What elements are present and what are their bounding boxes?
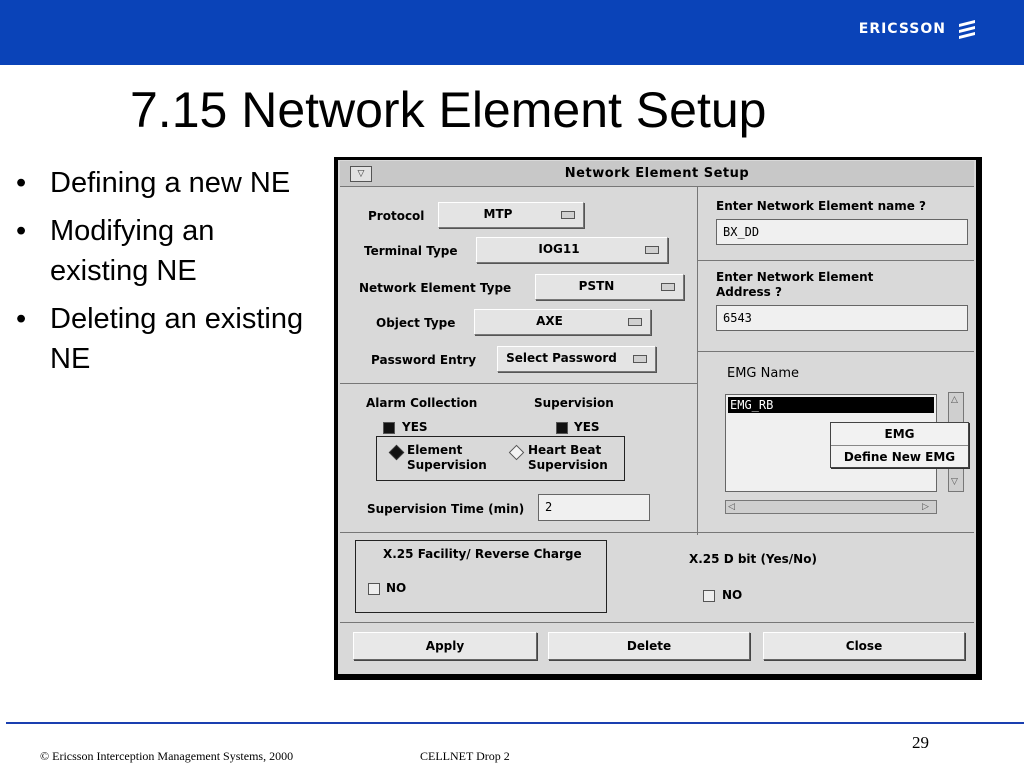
x25-dbit-label: X.25 D bit (Yes/No) (689, 552, 817, 566)
page-number: 29 (912, 733, 929, 752)
password-entry-dropdown[interactable] (497, 346, 656, 372)
ne-name-input[interactable] (716, 219, 968, 245)
dropdown-indicator-icon (661, 283, 675, 291)
alarm-collection-label: Alarm Collection (366, 396, 478, 410)
object-type-value: AXE (536, 314, 563, 328)
footer-copyright: © Ericsson Interception Management Systems, 2000 (40, 749, 294, 763)
x25-facility-checkbox[interactable] (368, 583, 380, 595)
terminal-type-dropdown[interactable] (476, 237, 668, 263)
ne-address-input[interactable] (716, 305, 968, 331)
dropdown-indicator-icon (645, 246, 659, 254)
x25-dbit-checkbox-label: NO (722, 588, 743, 602)
scroll-down-arrow-icon[interactable]: ▽ (951, 477, 958, 487)
footer-divider (6, 722, 1024, 724)
ne-name-value: BX_DD (723, 225, 760, 239)
ne-type-value: PSTN (578, 279, 615, 293)
ne-address-value: 6543 (723, 311, 752, 325)
x25-facility-group (355, 540, 607, 613)
terminal-type-value: IOG11 (538, 242, 580, 256)
supervision-time-input[interactable] (538, 494, 650, 521)
bullet-item: • Defining a new NE (16, 167, 291, 199)
emg-name-label: EMG Name (727, 366, 799, 381)
protocol-dropdown[interactable] (438, 202, 584, 228)
x25-facility-checkbox-label: NO (386, 581, 407, 595)
horizontal-divider (340, 622, 974, 623)
ne-address-label: Enter Network Element (716, 270, 874, 284)
emg-context-menu (830, 422, 969, 468)
password-entry-value: Select Password (506, 351, 617, 365)
ne-type-dropdown[interactable] (535, 274, 684, 300)
heartbeat-supervision-label-line2: Supervision (528, 458, 608, 472)
ne-address-label-line2: Address ? (716, 285, 782, 299)
ne-name-label: Enter Network Element name ? (716, 199, 927, 213)
scroll-up-arrow-icon[interactable]: △ (951, 395, 958, 405)
supervision-label: Supervision (534, 396, 614, 410)
footer-drop: CELLNET Drop 2 (420, 749, 510, 763)
bullet-text: Deleting an existing NE (50, 303, 304, 375)
apply-button[interactable]: Apply (353, 632, 537, 660)
delete-button[interactable]: Delete (548, 632, 750, 660)
horizontal-divider (340, 532, 974, 533)
terminal-type-label: Terminal Type (364, 244, 458, 258)
emg-list-item[interactable]: EMG_RB (728, 397, 934, 413)
alarm-collection-checkbox[interactable] (383, 422, 395, 434)
emg-menu-item[interactable]: EMG (831, 423, 968, 446)
dialog-titlebar[interactable] (340, 161, 974, 187)
element-supervision-radio[interactable] (389, 445, 405, 461)
ericsson-logo-icon (956, 18, 978, 40)
dialog-title: Network Element Setup (564, 166, 750, 181)
protocol-value: MTP (483, 207, 513, 221)
ericsson-logo (859, 18, 978, 40)
dropdown-indicator-icon (633, 355, 647, 363)
header-bar (0, 0, 1024, 65)
x25-facility-label: X.25 Facility/ Reverse Charge (383, 547, 582, 561)
supervision-time-label: Supervision Time (min) (367, 502, 525, 516)
object-type-dropdown[interactable] (474, 309, 651, 335)
supervision-time-value: 2 (545, 500, 553, 514)
object-type-label: Object Type (376, 316, 456, 330)
bullet-item: • Modifying an existing NE (16, 215, 215, 287)
vertical-divider (697, 187, 698, 535)
supervision-checkbox-label: YES (574, 420, 600, 434)
window-menu-button[interactable]: ▽ (350, 166, 372, 182)
dropdown-indicator-icon (561, 211, 575, 219)
define-new-emg-menu-item[interactable]: Define New EMG (843, 450, 956, 464)
bullet-text: Modifying an existing NE (50, 215, 215, 287)
scroll-left-arrow-icon[interactable]: ◁ (728, 502, 735, 512)
horizontal-divider (340, 383, 697, 384)
alarm-collection-checkbox-label: YES (402, 420, 428, 434)
element-supervision-label-line2: Supervision (407, 458, 487, 472)
brand-name: ERICSSON (858, 21, 946, 37)
horizontal-divider (697, 351, 974, 352)
close-button[interactable]: Close (763, 632, 965, 660)
supervision-checkbox[interactable] (556, 422, 568, 434)
protocol-label: Protocol (368, 209, 425, 223)
x25-dbit-checkbox[interactable] (703, 590, 715, 602)
network-element-setup-dialog (334, 157, 982, 680)
password-entry-label: Password Entry (371, 353, 477, 367)
heartbeat-supervision-label: Heart Beat (528, 443, 602, 457)
ne-type-label: Network Element Type (359, 281, 512, 295)
bullet-text: Defining a new NE (50, 167, 291, 199)
bullet-item: • Deleting an existing NE (16, 303, 304, 375)
element-supervision-label: Element (407, 443, 463, 457)
bullet-list (10, 163, 310, 387)
slide-title: 7.15 Network Element Setup (130, 82, 767, 138)
dialog-body (338, 160, 976, 674)
supervision-mode-group (376, 436, 625, 481)
horizontal-divider (697, 260, 974, 261)
emg-horizontal-scrollbar[interactable] (725, 500, 937, 514)
dropdown-indicator-icon (628, 318, 642, 326)
heartbeat-supervision-radio[interactable] (509, 445, 525, 461)
scroll-right-arrow-icon[interactable]: ▷ (922, 502, 929, 512)
